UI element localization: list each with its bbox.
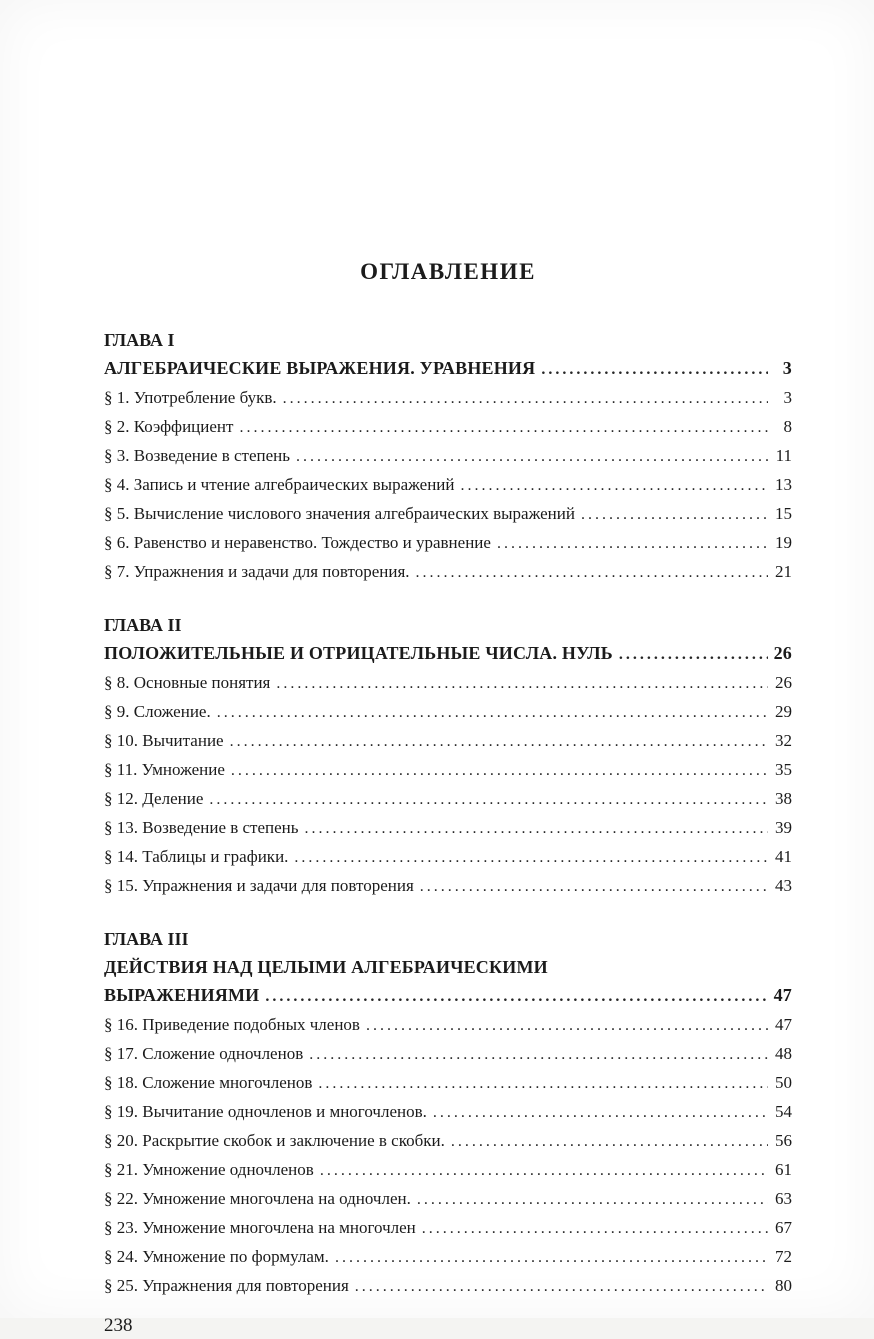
- toc-entry-page: 80: [775, 1276, 792, 1295]
- toc-entry-text: § 17. Сложение одночленов: [104, 1044, 304, 1063]
- chapter-heading-line2: ВЫРАЖЕНИЯМИ: [104, 985, 260, 1005]
- toc-entry-page: 56: [775, 1131, 792, 1150]
- toc-entry-text: § 18. Сложение многочленов: [104, 1073, 313, 1092]
- chapter-heading-line1: ДЕЙСТВИЯ НАД ЦЕЛЫМИ АЛГЕБРАИЧЕСКИМИ: [104, 957, 548, 977]
- toc-entry-text: § 1. Употребление букв.: [104, 388, 277, 407]
- toc-entry: [104, 1127, 792, 1156]
- chapter-2: [104, 611, 792, 901]
- toc-entry: [104, 843, 792, 872]
- toc-entry: [104, 1214, 792, 1243]
- toc-entry: [104, 785, 792, 814]
- dot-leader: [335, 1243, 768, 1272]
- toc-entry-text: § 15. Упражнения и задачи для повторения: [104, 876, 414, 895]
- toc-entry-page: 39: [775, 818, 792, 837]
- toc-entry: [104, 669, 792, 698]
- dot-leader: [420, 872, 768, 901]
- dot-leader: [460, 471, 768, 500]
- toc-entry-text: § 20. Раскрытие скобок и заключение в скобки.: [104, 1131, 445, 1150]
- toc-entry-text: § 4. Запись и чтение алгебраических выражений: [104, 475, 455, 494]
- dot-leader: [355, 1272, 768, 1301]
- dot-leader: [619, 639, 768, 669]
- toc-entry-text: § 22. Умножение многочлена на одночлен.: [104, 1189, 411, 1208]
- toc-entry: [104, 413, 792, 442]
- toc-entry-page: 41: [775, 847, 792, 866]
- toc-entry-text: § 6. Равенство и неравенство. Тождество и уравнение: [104, 533, 491, 552]
- dot-leader: [497, 529, 768, 558]
- dot-leader: [366, 1011, 768, 1040]
- dot-leader: [231, 756, 768, 785]
- toc-entry-page: 38: [775, 789, 792, 808]
- toc-entry-text: § 12. Деление: [104, 789, 204, 808]
- dot-leader: [230, 727, 768, 756]
- toc-entry-page: 19: [775, 533, 792, 552]
- chapter-label: ГЛАВА I: [104, 330, 175, 350]
- toc-entry-page: 67: [775, 1218, 792, 1237]
- chapter-page: 47: [773, 985, 792, 1005]
- toc-entry-text: § 25. Упражнения для повторения: [104, 1276, 349, 1295]
- toc-entry: [104, 727, 792, 756]
- toc-entry-page: 47: [775, 1015, 792, 1034]
- toc-entry-page: 26: [775, 673, 792, 692]
- toc-entry-page: 48: [775, 1044, 792, 1063]
- toc-entry: [104, 1243, 792, 1272]
- dot-leader: [294, 843, 768, 872]
- dot-leader: [309, 1040, 768, 1069]
- toc-entry-page: 54: [775, 1102, 792, 1121]
- toc-entry-text: § 11. Умножение: [104, 760, 225, 779]
- chapter-page: 26: [773, 643, 792, 663]
- chapter-heading: АЛГЕБРАИЧЕСКИЕ ВЫРАЖЕНИЯ. УРАВНЕНИЯ: [104, 358, 536, 378]
- toc-entry-text: § 3. Возведение в степень: [104, 446, 291, 465]
- dot-leader: [305, 814, 768, 843]
- toc-entry-page: 21: [775, 562, 792, 581]
- chapter-heading: ПОЛОЖИТЕЛЬНЫЕ И ОТРИЦАТЕЛЬНЫЕ ЧИСЛА. НУЛЬ: [104, 643, 613, 663]
- dot-leader: [283, 384, 768, 413]
- dot-leader: [318, 1069, 768, 1098]
- toc-entry-page: 43: [775, 876, 792, 895]
- page-title: ОГЛАВЛЕНИЕ: [360, 259, 536, 284]
- toc-entry: [104, 872, 792, 901]
- toc-entry: [104, 1185, 792, 1214]
- toc-entry: [104, 1069, 792, 1098]
- toc-entry: [104, 442, 792, 471]
- toc-entry: [104, 500, 792, 529]
- toc-entry-page: 29: [775, 702, 792, 721]
- toc-entry-text: § 16. Приведение подобных членов: [104, 1015, 360, 1034]
- dot-leader: [451, 1127, 768, 1156]
- dot-leader: [581, 500, 768, 529]
- chapter-1: [104, 326, 792, 587]
- toc-entry-page: 35: [775, 760, 792, 779]
- dot-leader: [296, 442, 768, 471]
- chapter-label: ГЛАВА II: [104, 615, 182, 635]
- toc-entry-text: § 24. Умножение по формулам.: [104, 1247, 329, 1266]
- toc-entry-page: 11: [775, 446, 792, 465]
- toc-entry-page: 15: [775, 504, 792, 523]
- toc-entry: [104, 471, 792, 500]
- toc-entry-page: 50: [775, 1073, 792, 1092]
- toc-entry-page: 61: [775, 1160, 792, 1179]
- dot-leader: [417, 1185, 768, 1214]
- chapter-heading-row: [104, 639, 792, 669]
- toc-entry: [104, 558, 792, 587]
- toc-entry-page: 72: [775, 1247, 792, 1266]
- dot-leader: [209, 785, 768, 814]
- toc-entry-text: § 21. Умножение одночленов: [104, 1160, 314, 1179]
- toc-entry-page: 8: [783, 417, 792, 436]
- toc-entry-text: § 5. Вычисление числового значения алгебраических выражений: [104, 504, 575, 523]
- toc-entry-text: § 10. Вычитание: [104, 731, 224, 750]
- dot-leader: [422, 1214, 768, 1243]
- toc-entry-text: § 2. Коэффициент: [104, 417, 234, 436]
- toc-entry-text: § 14. Таблицы и графики.: [104, 847, 289, 866]
- toc-entry-text: § 8. Основные понятия: [104, 673, 271, 692]
- toc-entry-text: § 19. Вычитание одночленов и многочленов.: [104, 1102, 427, 1121]
- toc-entry: [104, 1156, 792, 1185]
- toc-entry: [104, 1098, 792, 1127]
- dot-leader: [265, 981, 768, 1011]
- dot-leader: [217, 698, 768, 727]
- toc-entry: [104, 1272, 792, 1301]
- toc-entry-page: 13: [775, 475, 792, 494]
- dot-leader: [541, 354, 768, 384]
- toc-entry-page: 63: [775, 1189, 792, 1208]
- toc-entry: [104, 756, 792, 785]
- dot-leader: [320, 1156, 768, 1185]
- chapter-heading-row: [104, 981, 792, 1011]
- dot-leader: [276, 669, 768, 698]
- toc-entry-text: § 7. Упражнения и задачи для повторения.: [104, 562, 410, 581]
- dot-leader: [239, 413, 768, 442]
- toc-entry: [104, 814, 792, 843]
- toc-entry: [104, 1011, 792, 1040]
- chapter-heading-row: [104, 354, 792, 384]
- chapter-3: [104, 925, 792, 1301]
- chapter-page: 3: [782, 358, 792, 378]
- dot-leader: [416, 558, 768, 587]
- toc-entry-text: § 23. Умножение многочлена на многочлен: [104, 1218, 416, 1237]
- toc-entry-page: 32: [775, 731, 792, 750]
- page-number-folio: 238: [104, 1315, 133, 1336]
- chapter-label: ГЛАВА III: [104, 929, 189, 949]
- toc-entry-text: § 9. Сложение.: [104, 702, 211, 721]
- toc-entry-text: § 13. Возведение в степень: [104, 818, 299, 837]
- toc-entry: [104, 384, 792, 413]
- toc-entry: [104, 698, 792, 727]
- toc-entry-page: 3: [783, 388, 792, 407]
- dot-leader: [433, 1098, 768, 1127]
- toc-entry: [104, 529, 792, 558]
- toc-entry: [104, 1040, 792, 1069]
